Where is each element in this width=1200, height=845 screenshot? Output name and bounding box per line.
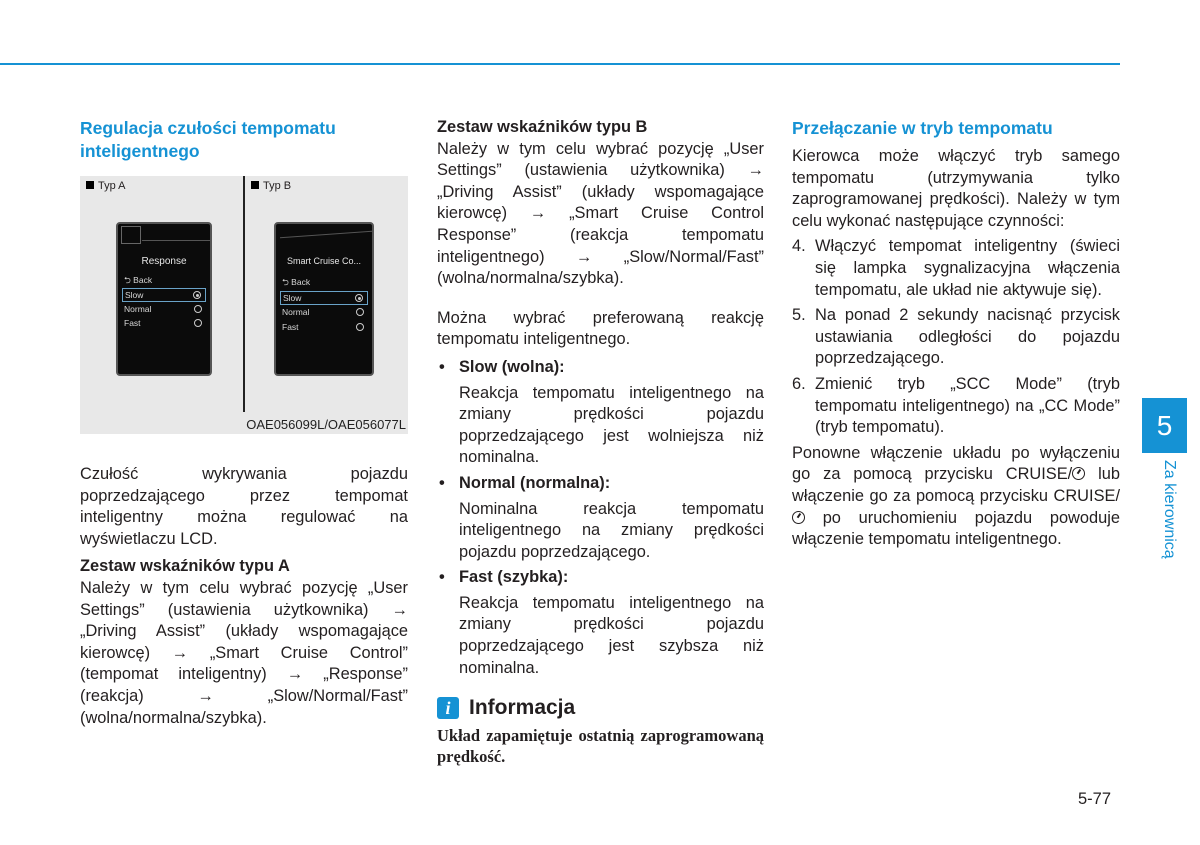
cruise-control-icon [792,511,805,524]
figure-divider [243,176,245,412]
figure-code: OAE056099L/OAE056077L [246,417,406,432]
info-icon: i [437,697,459,719]
list-item: 6. Zmienić tryb „SCC Mode” (tryb tempomatu inteligentnego) na „CC Mode” (tryb tempomatu). [792,374,1120,437]
screen-icon-box [121,226,141,244]
list-item: 4. Włączyć tempomat inteligentny (świeci się lampka sygnalizacyjna włączenia tempomatu, ale układ nie aktywuje się). [792,237,1120,299]
screen-option-fast: Fast [280,321,368,333]
screen-title: Response [141,256,187,267]
list-item: • Slow (wolna): Reakcja tempomatu inteligentnego na zmiany prędkości pojazdu poprzedzającego jest wolniejsza niż nominalna. [437,357,764,469]
subheading-type-b: Zestaw wskaźników typu B [437,118,648,136]
screen-option-fast: Fast [122,317,206,329]
lcd-screen-type-a [116,222,212,376]
chapter-tab: 5 [1142,398,1187,453]
section-heading: Regulacja czułości tempomatu inteligentnego [80,118,336,161]
screen-option-normal: Normal [122,303,206,315]
paragraph: Kierowca może włączyć tryb samego tempomatu (utrzymywania tylko zaprogramowanej prędkości). Należy w tym celu wykonać następujące czynności: [792,147,1120,230]
header-rule [0,63,1120,65]
column-1 [80,117,408,163]
lcd-figure [80,176,408,434]
paragraph: Czułość wykrywania pojazdu poprzedzającego przez tempomat inteligentny można regulować na wyświetlaczu LCD. [80,465,408,548]
column-2 [437,117,764,767]
section-heading: Przełączanie w tryb tempomatu [792,118,1053,138]
list-item: 5. Na ponad 2 sekundy nacisnąć przycisk ustawiania odległości do pojazdu poprzedzającego. [792,306,1120,368]
subheading-type-a: Zestaw wskaźników typu A [80,557,290,576]
screen-option-normal: Normal [280,306,368,318]
screen-back-item: ⮌ Back [282,277,311,287]
screen-option-slow: Slow [280,291,368,305]
page-number: 5-77 [1078,790,1112,808]
steps-list [792,236,1120,438]
paragraph: Należy w tym celu wybrać pozycję „User Settings” (ustawienia użytkownika) → „Driving Assist” (układy wspomagające kierowcę) → „Smart Cruise Control” (tempomat inteligentny) → „Response” (reakcja) → „Slow/Normal/Fast” (wolna/normalna/szybka). [80,578,408,727]
cruise-control-icon [1072,467,1085,480]
column-3 [792,117,1120,551]
paragraph: Ponowne włączenie układu po wyłączeniu go za pomocą przycisku CRUISE/ lub włączenie go za pomocą przycisku CRUISE/ po uruchomieniu pojazdu powoduje włączenie tempomatu inteligentnego. [792,443,1120,549]
list-item: • Fast (szybka): Reakcja tempomatu inteligentnego na zmiany prędkości pojazdu poprzedzającego jest szybsza niż nominalna. [437,567,764,679]
screen-back-item: ⮌ Back [124,275,153,285]
column-1-body [80,464,408,729]
paragraph: Należy w tym celu wybrać pozycję „User Settings” (ustawienia użytkownika) → „Driving Assist” (układy wspomagające kierowcę) → „Smart Cruise Control Response” (reakcja tempomatu inteligentnego) → „Slow/Normal/Fast” (wolna/normalna/szybka). [437,139,764,288]
list-item: • Normal (normalna): Nominalna reakcja tempomatu inteligentnego na zmiany prędkości pojazdu poprzedzającego. [437,473,764,563]
paragraph: Można wybrać preferowaną reakcję tempomatu inteligentnego. [437,308,764,349]
chapter-label: Za kierownicą [1161,460,1178,559]
screen-title: Smart Cruise Co... [286,256,362,266]
lcd-screen-type-b [274,222,374,376]
response-options-list [437,357,764,679]
figure-label-a: Typ A [86,180,126,192]
figure-label-b: Typ B [251,180,291,192]
info-text: Układ zapamiętuje ostatnią zaprogramowaną prędkość. [437,726,764,767]
screen-option-slow: Slow [122,288,206,302]
info-title: Informacja [469,696,576,720]
info-header [437,697,764,719]
